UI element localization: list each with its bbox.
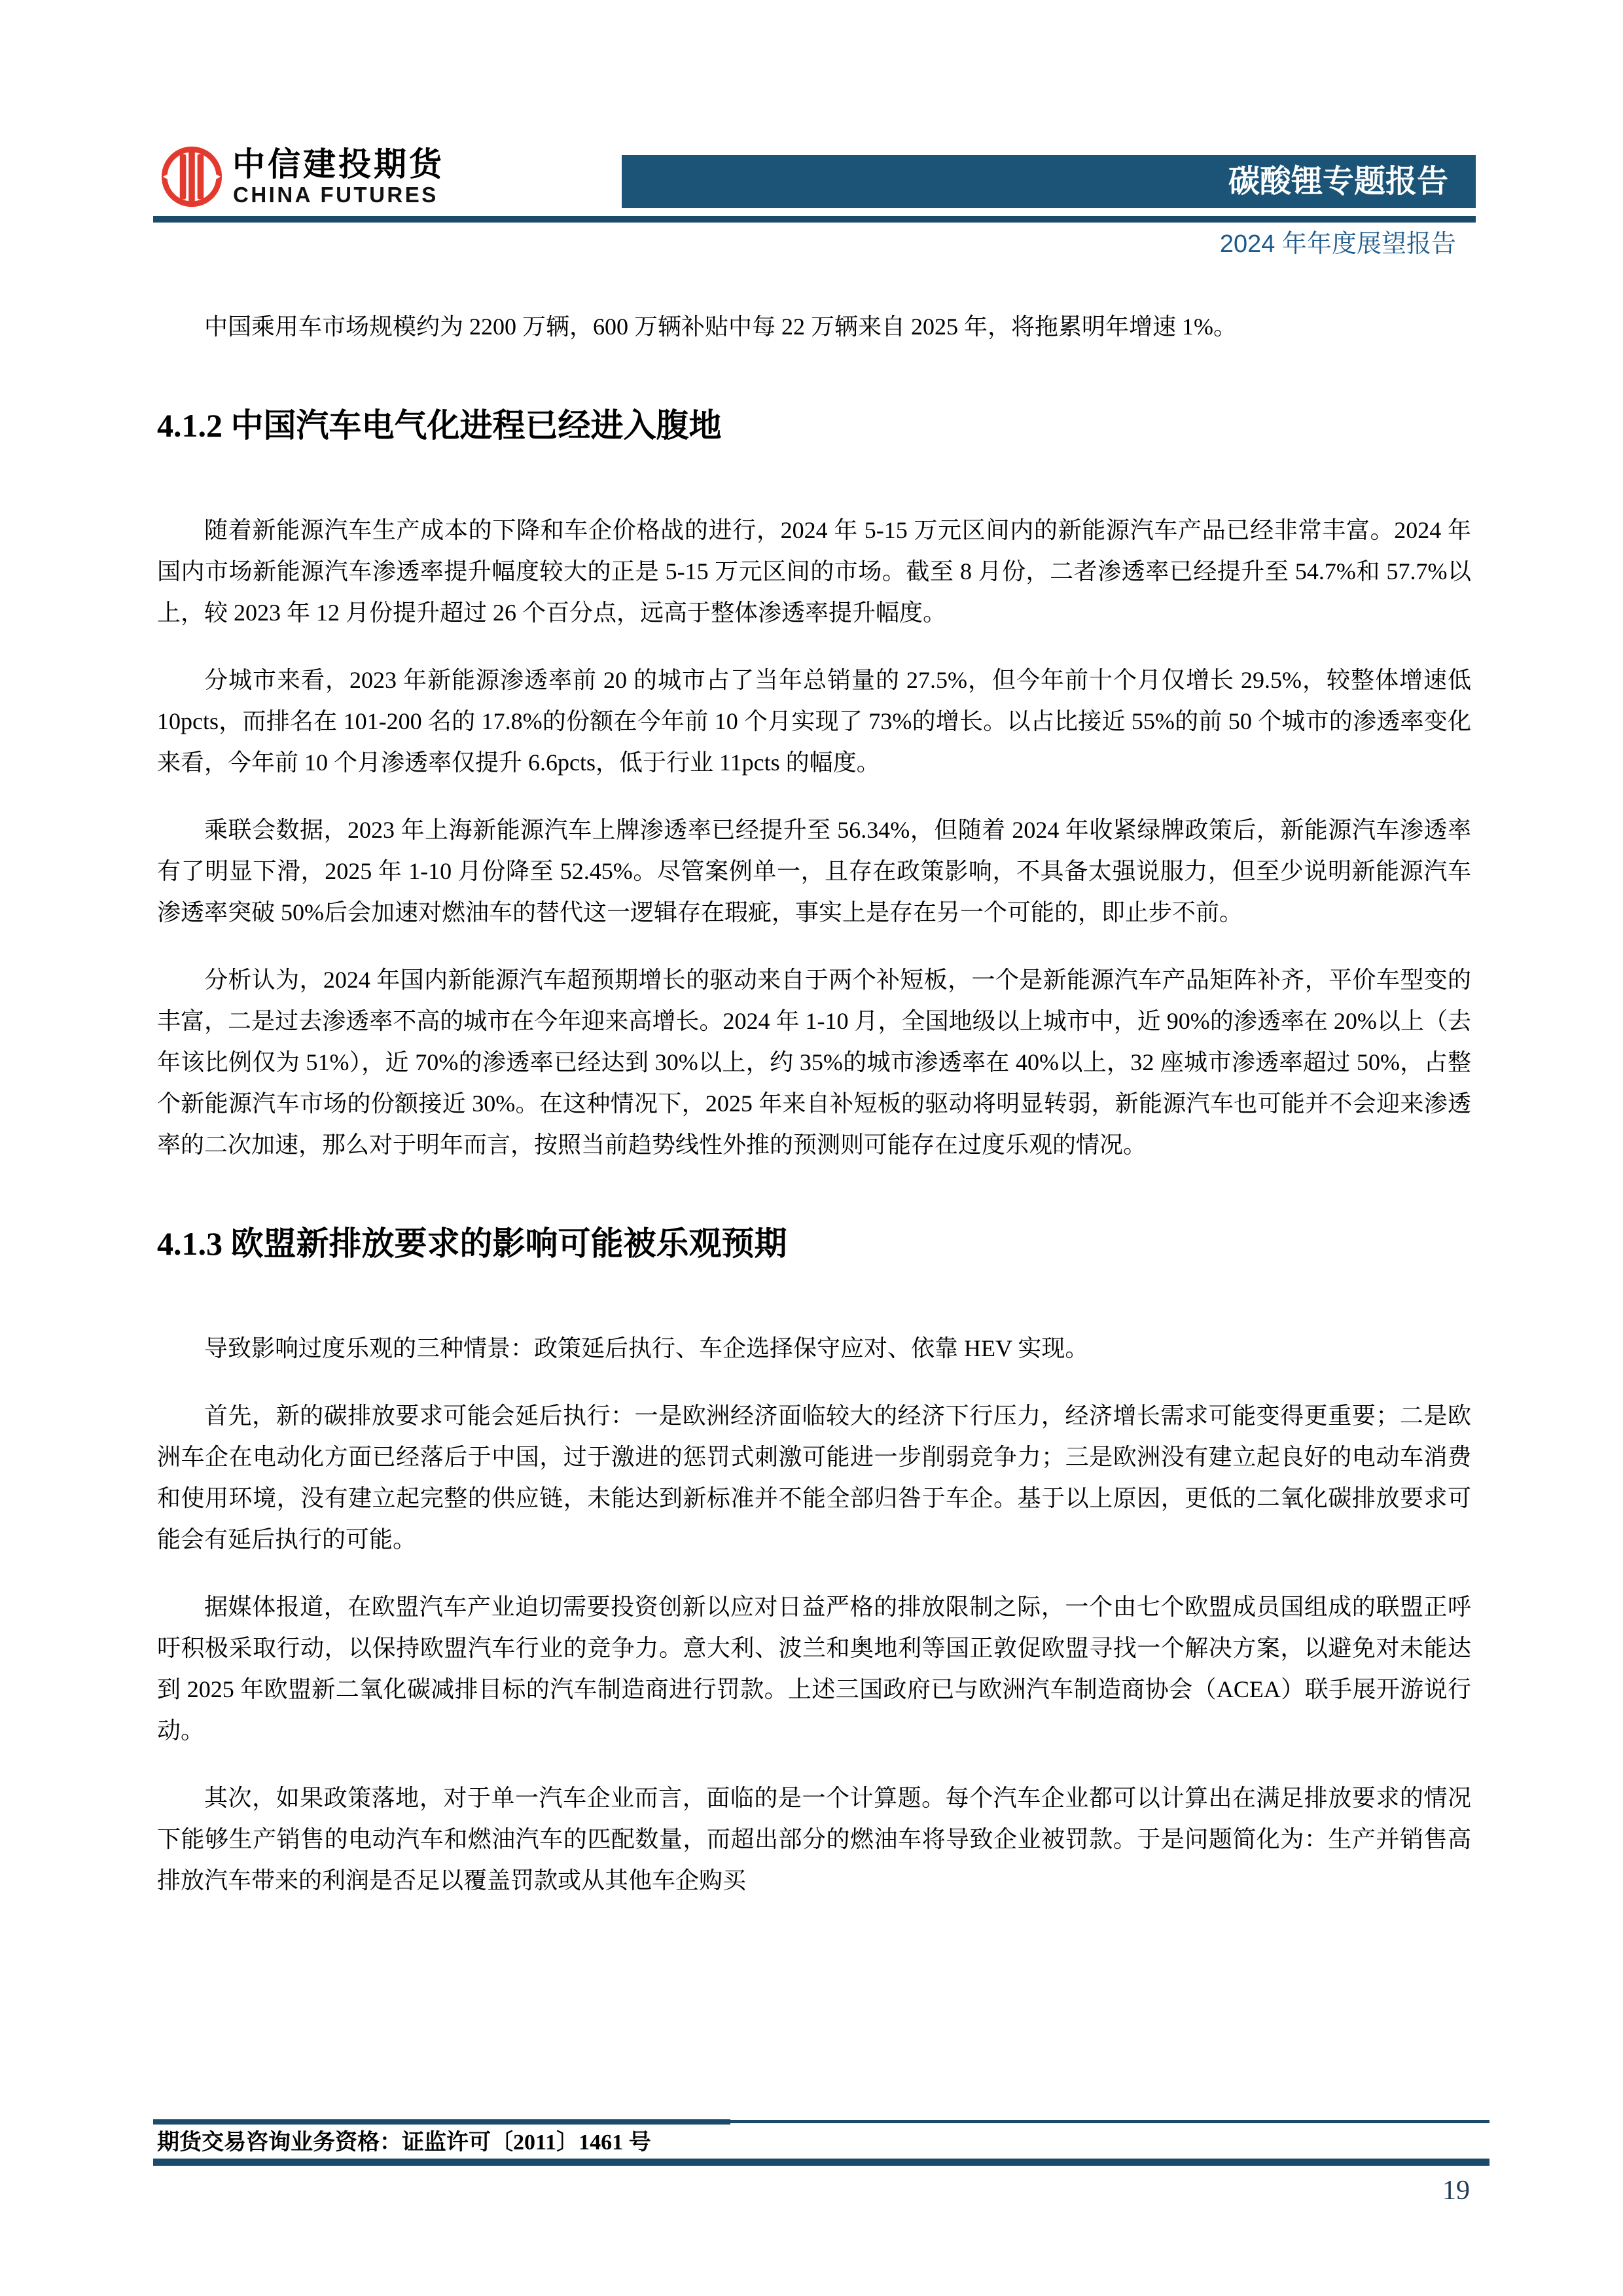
section-4-1-3-paragraph-4: 其次，如果政策落地，对于单一汽车企业而言，面临的是一个计算题。每个汽车企业都可以计算出在满足排放要求的情况下能够生产销售的电动汽车和燃油汽车的匹配数量，而超出部分的燃油车将导致企业被罚款。于是问题简化为：生产并销售高排放汽车带来的利润是否足以覆盖罚款或从其他车企购买 (157, 1785, 1471, 1893)
brand-name-en: CHINA FUTURES (233, 183, 438, 207)
footer-divider-bottom (153, 2159, 1489, 2166)
footer-divider-thin-segment (730, 2120, 1489, 2123)
citic-futures-logo-icon (160, 145, 223, 208)
header-divider (153, 216, 1476, 223)
report-subtitle: 2024 年年度展望报告 (1219, 230, 1456, 258)
section-4-1-3-paragraph-3: 据媒体报道，在欧盟汽车产业迫切需要投资创新以应对日益严格的排放限制之际，一个由七个欧盟成员国组成的联盟正呼吁积极采取行动，以保持欧盟汽车行业的竞争力。意大利、波兰和奥地利等国正敦促欧盟寻找一个解决方案，以避免对未能达到 2025 年欧盟新二氧化碳减排目标的汽车制造商进行罚款。上述三国政府已与欧洲汽车制造商协会（ACEA）联手展开游说行动。 (157, 1594, 1471, 1744)
report-body (157, 306, 1471, 1928)
license-text: 期货交易咨询业务资格：证监许可〔2011〕1461 号 (157, 2130, 651, 2155)
section-heading-4-1-2: 4.1.2 中国汽车电气化进程已经进入腹地 (157, 407, 722, 444)
section-4-1-3-paragraph-1: 导致影响过度乐观的三种情景：政策延后执行、车企选择保守应对、依靠 HEV 实现。 (204, 1335, 1089, 1361)
footer-divider-thick-segment (153, 2119, 730, 2125)
section-4-1-2-paragraph-1: 随着新能源汽车生产成本的下降和车企价格战的进行，2024 年 5-15 万元区间内的新能源汽车产品已经非常丰富。2024 年国内市场新能源汽车渗透率提升幅度较大的正是 5-15 万元区间的市场。截至 8 月份，二者渗透率已经提升至 54.7%和 57.7%以上，较 2023 年 12 月份提升超过 26 个百分点，远高于整体渗透率提升幅度。 (157, 517, 1471, 626)
page-number: 19 (1442, 2176, 1470, 2206)
section-4-1-2-paragraph-3: 乘联会数据，2023 年上海新能源汽车上牌渗透率已经提升至 56.34%，但随着 2024 年收紧绿牌政策后，新能源汽车渗透率有了明显下滑，2025 年 1-10 月份降至 52.45%。尽管案例单一，且存在政策影响，不具备太强说服力，但至少说明新能源汽车渗透率突破 50%后会加速对燃油车的替代这一逻辑存在瑕疵，事实上是存在另一个可能的，即止步不前。 (157, 817, 1471, 925)
brand-name-cn: 中信建投期货 (232, 146, 444, 183)
report-type-banner (622, 155, 1476, 208)
section-4-1-3-paragraph-2: 首先，新的碳排放要求可能会延后执行：一是欧洲经济面临较大的经济下行压力，经济增长需求可能变得更重要；二是欧洲车企在电动化方面已经落后于中国，过于激进的惩罚式刺激可能进一步削弱竞争力；三是欧洲没有建立起良好的电动车消费和使用环境，没有建立起完整的供应链，未能达到新标准并不能全部归咎于车企。基于以上原因，更低的二氧化碳排放要求可能会有延后执行的可能。 (157, 1403, 1471, 1552)
report-type-label: 碳酸锂专题报告 (1228, 164, 1448, 199)
section-heading-4-1-3: 4.1.3 欧盟新排放要求的影响可能被乐观预期 (157, 1225, 787, 1262)
section-4-1-2-paragraph-4: 分析认为，2024 年国内新能源汽车超预期增长的驱动来自于两个补短板，一个是新能源汽车产品矩阵补齐，平价车型变的丰富，二是过去渗透率不高的城市在今年迎来高增长。2024 年 1-10 月，全国地级以上城市中，近 90%的渗透率在 20%以上（去年该比例仅为 51%），近 70%的渗透率已经达到 30%以上，约 35%的城市渗透率在 40%以上，32 座城市渗透率超过 50%，占整个新能源汽车市场的份额接近 30%。在这种情况下，2025 年来自补短板的驱动将明显转弱，新能源汽车也可能并不会迎来渗透率的二次加速，那么对于明年而言，按照当前趋势线性外推的预测则可能存在过度乐观的情况。 (157, 967, 1471, 1158)
footer-divider-top (153, 2119, 1489, 2125)
intro-paragraph: 中国乘用车市场规模约为 2200 万辆，600 万辆补贴中每 22 万辆来自 2025 年，将拖累明年增速 1%。 (204, 314, 1237, 340)
section-4-1-2-paragraph-2: 分城市来看，2023 年新能源渗透率前 20 的城市占了当年总销量的 27.5%，但今年前十个月仅增长 29.5%，较整体增速低 10pcts，而排名在 101-200 名的 17.8%的份额在今年前 10 个月实现了 73%的增长。以占比接近 55%的前 50 个城市的渗透率变化来看，今年前 10 个月渗透率仅提升 6.6pcts，低于行业 11pcts 的幅度。 (157, 667, 1471, 776)
